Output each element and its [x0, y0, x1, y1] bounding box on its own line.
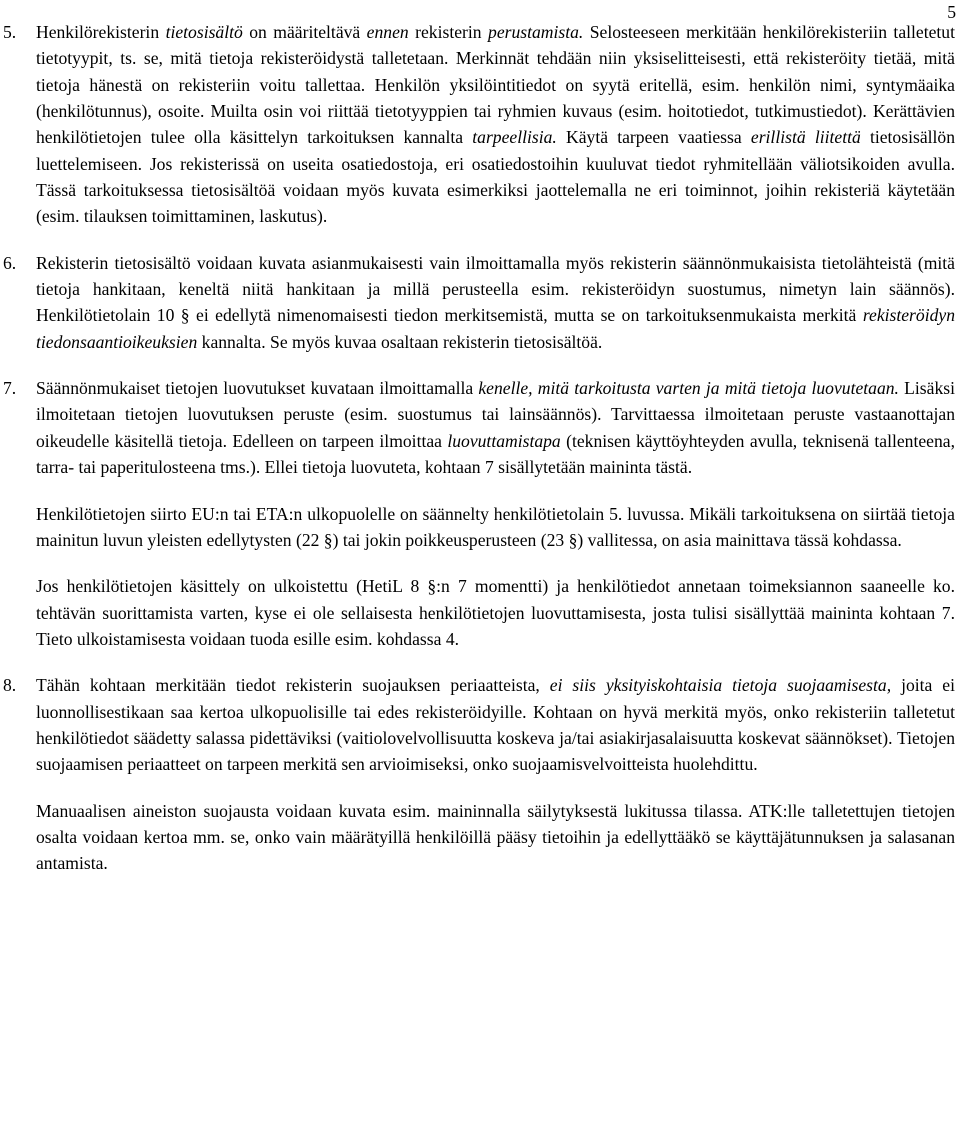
paragraph-manual-material	[0, 798, 960, 877]
section-number: 8.	[3, 675, 17, 696]
section-text: Henkilörekisterin tietosisältö on määriteltävä ennen rekisterin perustamista. Selosteeseen merkitään henkilörekisteriin talletetut tietotyypit, ts. se, mitä tietoja rekisteröidystä talletetaan. Merkinnät tehdään niin yksiselitteisesti, että rekisteröity tietää, mitä tietoja hänestä on rekisteriin voitu tallettaa. Henkilön yksilöintitiedot on syytä eritellä, esim. henkilön nimi, syntymäaika (henkilötunnus), osoite. Muilta osin voi riittää tietotyyppien tai ryhmien kuvaus (esim. hoitotiedot, tutkimustiedot). Kerättävien henkilötietojen tulee olla käsittelyn tarkoituksen kannalta tarpeellisia. Käytä tarpeen vaatiessa erillistä liitettä tietosisällön luettelemiseen. Jos rekisterissä on useita osatiedostoja, eri osatiedostoihin kuuluvat tiedot ryhmitellään väliotsikoiden avulla. Tässä tarkoituksessa tietosisältöä voidaan myös kuvata esimerkiksi jaottelemalla ne eri toiminnot, joihin rekisteriä käytetään (esim. tilauksen toimittaminen, laskutus).	[36, 22, 955, 227]
section-8	[0, 672, 960, 777]
paragraph-text: Manuaalisen aineiston suojausta voidaan kuvata esim. maininnalla säilytyksestä lukitussa tilassa. ATK:lle talletettujen tietojen osalta voidaan kertoa mm. se, onko vain määrätyillä henkilöillä pääsy tietoihin ja edellyttääkö se käyttäjätunnuksen ja salasanan antamista.	[36, 800, 955, 874]
section-7	[0, 375, 960, 480]
paragraph-outsourcing	[0, 573, 960, 652]
paragraph-text: Henkilötietojen siirto EU:n tai ETA:n ulkopuolelle on säännelty henkilötietolain 5. luvussa. Mikäli tarkoituksena on siirtää tietoja mainitun luvun yleisten edellytysten (22 §) tai jokin poikkeusperusteen (23 §) vallitessa, on asia mainittava tässä kohdassa.	[36, 503, 955, 550]
section-text: Säännönmukaiset tietojen luovutukset kuvataan ilmoittamalla kenelle, mitä tarkoitusta varten ja mitä tietoja luovutetaan. Lisäksi ilmoitetaan tietojen luovutuksen peruste (esim. suostumus tai lainsäännös). Tarvittaessa ilmoitetaan peruste vastaanottajan oikeudelle käsitellä tietoja. Edelleen on tarpeen ilmoittaa luovuttamistapa (teknisen käyttöyhteyden avulla, teknisenä tallenteena, tarra- tai paperitulosteena tms.). Ellei tietoja luovuteta, kohtaan 7 sisällytetään maininta tästä.	[36, 378, 955, 478]
section-text: Tähän kohtaan merkitään tiedot rekisterin suojauksen periaatteista, ei siis yksityiskohtaisia tietoja suojaamisesta, joita ei luonnollisestikaan saa kertoa ulkopuolisille tai edes rekisteröidyille. Kohtaan on hyvä merkitä myös, onko rekisteriin talletetut henkilötiedot säädetty salassa pidettäviksi (vaitiolovelvollisuutta koskeva ja/tai asiakirjasalaisuutta koskevat säännökset). Tietojen suojaamisen periaatteet on tarpeen merkitä sen arvioimiseksi, onko suojaamisvelvoitteista huolehdittu.	[36, 675, 955, 775]
paragraph-text: Jos henkilötietojen käsittely on ulkoistettu (HetiL 8 §:n 7 momentti) ja henkilötiedot annetaan toimeksiannon saaneelle ko. tehtävän suorittamista varten, kyse ei ole sellaisesta henkilötietojen luovuttamisesta, josta tulisi sisällyttää maininta kohtaan 7. Tieto ulkoistamisesta voidaan tuoda esille esim. kohdassa 4.	[36, 576, 955, 649]
section-6	[0, 250, 960, 355]
section-text: Rekisterin tietosisältö voidaan kuvata asianmukaisesti vain ilmoittamalla myös rekisterin säännönmukaisista tietolähteistä (mitä tietoja hankitaan, keneltä niitä hankitaan ja millä perusteella esim. rekisteröidyn suostumus, nimetyn lain säännös). Henkilötietolain 10 § ei edellytä nimenomaisesti tiedon merkitsemistä, mutta se on tarkoituksenmukaista merkitä rekisteröidyn tiedonsaantioikeuksien kannalta. Se myös kuvaa osaltaan rekisterin tietosisältöä.	[36, 252, 955, 352]
section-5	[0, 19, 960, 230]
section-number: 7.	[3, 378, 17, 399]
document-body	[0, 19, 960, 877]
section-number: 5.	[3, 22, 17, 42]
paragraph-eu-transfer	[0, 501, 960, 554]
page-number: 5	[947, 2, 956, 22]
section-number: 6.	[3, 252, 17, 273]
